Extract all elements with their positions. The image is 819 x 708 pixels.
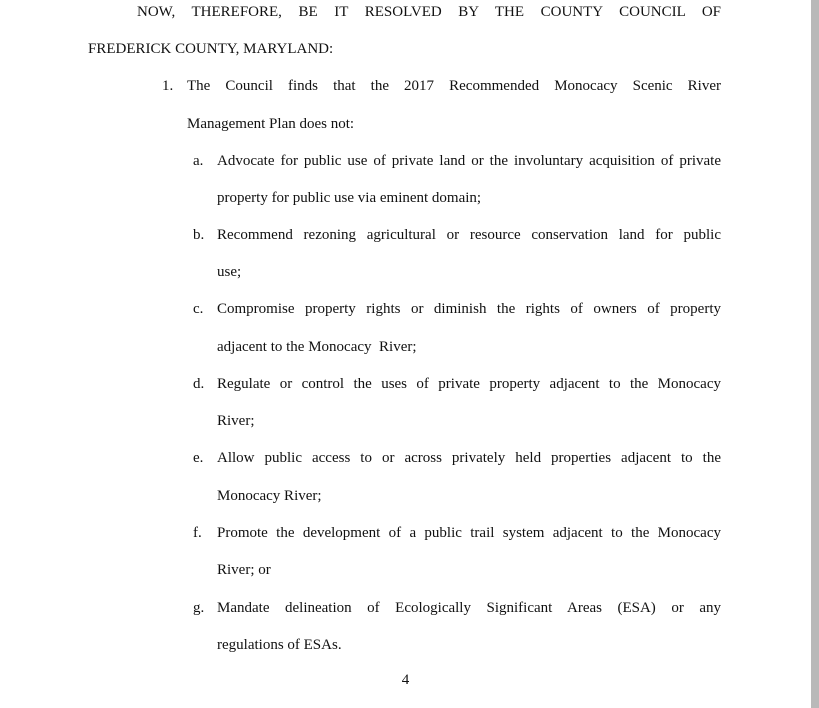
subitem-b-line-2: use; <box>217 264 242 280</box>
subitem-letter: g. <box>193 600 205 616</box>
item-1-line-2: Management Plan does not: <box>187 116 355 132</box>
subitem-c-line-2: adjacent to the Monocacy River; <box>217 339 417 355</box>
item-number: 1. <box>162 78 174 94</box>
subitem-d-line-2: River; <box>217 413 255 429</box>
subitem-a-line-1: Advocate for public use of private land or the involuntary acquisition of private <box>217 153 721 169</box>
subitem-a-line-2: property for public use via eminent domain; <box>217 190 482 206</box>
subitem-letter: c. <box>193 301 204 317</box>
page-number: 4 <box>401 672 410 688</box>
subitem-g-line-1: Mandate delineation of Ecologically Significant Areas (ESA) or any <box>217 600 721 616</box>
item-1-line-1: The Council finds that the 2017 Recommended Monocacy Scenic River <box>187 78 721 94</box>
subitem-letter: e. <box>193 450 204 466</box>
subitem-letter: d. <box>193 376 205 392</box>
subitem-letter: f. <box>193 525 202 541</box>
subitem-e-line-2: Monocacy River; <box>217 488 322 504</box>
resolution-heading-line-2: FREDERICK COUNTY, MARYLAND: <box>88 41 334 57</box>
subitem-g-line-2: regulations of ESAs. <box>217 637 342 653</box>
subitem-letter: b. <box>193 227 205 243</box>
subitem-letter: a. <box>193 153 204 169</box>
subitem-f-line-1: Promote the development of a public trail system adjacent to the Monocacy <box>217 525 721 541</box>
subitem-c-line-1: Compromise property rights or diminish the rights of owners of property <box>217 301 721 317</box>
subitem-f-line-2: River; or <box>217 562 271 578</box>
subitem-e-line-1: Allow public access to or across privately held properties adjacent to the <box>217 450 721 466</box>
subitem-b-line-1: Recommend rezoning agricultural or resource conservation land for public <box>217 227 721 243</box>
subitem-d-line-1: Regulate or control the uses of private property adjacent to the Monocacy <box>217 376 721 392</box>
resolution-heading-line-1: NOW, THEREFORE, BE IT RESOLVED BY THE COUNTY COUNCIL OF <box>137 4 721 20</box>
